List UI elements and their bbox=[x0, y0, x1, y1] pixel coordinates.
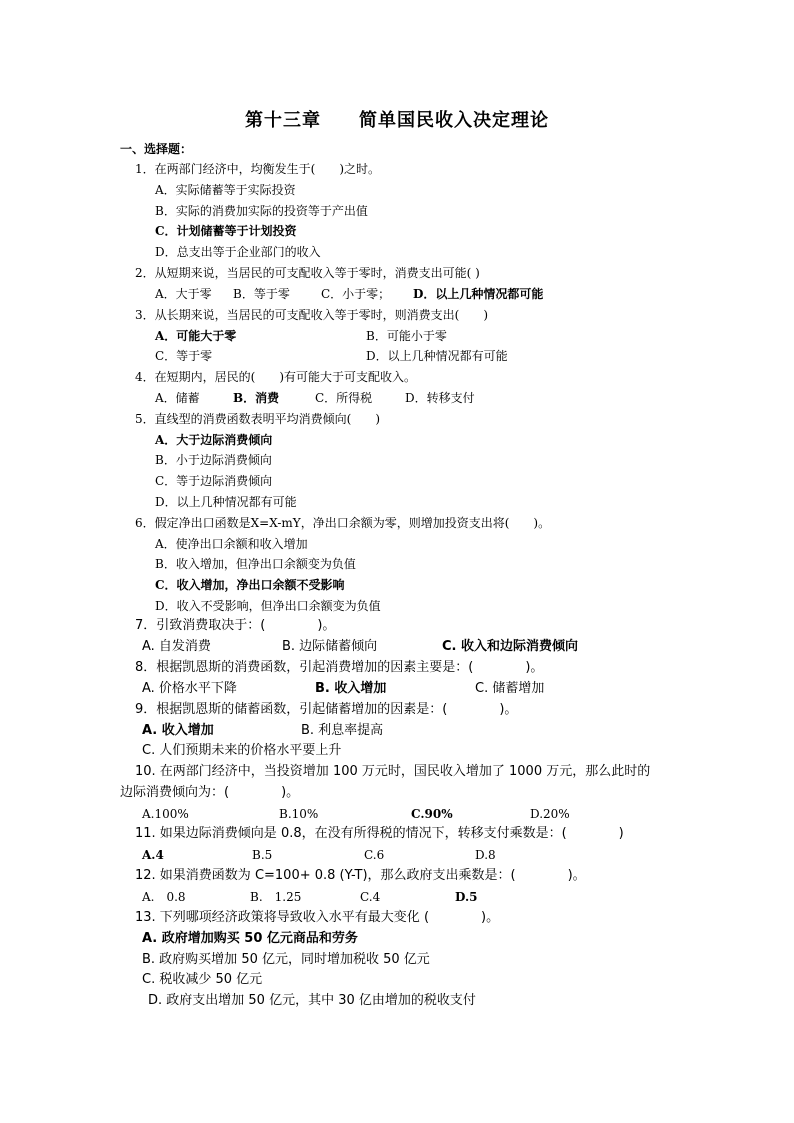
question-6-option-c: C．收入增加，净出口余额不受影响 bbox=[155, 578, 345, 592]
question-4-option-d: D．转移支付 bbox=[405, 391, 475, 405]
question-13-stem: 13. 下列哪项经济政策将导致收入水平有最大变化 ( )。 bbox=[135, 910, 500, 925]
question-7-options bbox=[142, 639, 578, 655]
question-10-option-d: D.20% bbox=[530, 807, 570, 821]
question-12-options bbox=[142, 889, 478, 905]
question-3-option-a: A．可能大于零 bbox=[155, 329, 237, 343]
question-12-option-d: D.5 bbox=[455, 890, 478, 904]
question-8-options bbox=[142, 681, 544, 697]
question-1-stem: 1．在两部门经济中，均衡发生于( )之时。 bbox=[135, 162, 380, 176]
question-12-option-c: C.4 bbox=[360, 890, 381, 904]
question-3-stem: 3．从长期来说，当居民的可支配收入等于零时，则消费支出( ) bbox=[135, 308, 489, 322]
question-11-option-c: C.6 bbox=[364, 848, 385, 862]
question-12-option-b: B. 1.25 bbox=[250, 890, 302, 904]
question-5-option-a: A．大于边际消费倾向 bbox=[155, 433, 273, 447]
question-5-option-d: D．以上几种情况都有可能 bbox=[155, 495, 297, 509]
question-1-option-b: B．实际的消费加实际的投资等于产出值 bbox=[155, 204, 368, 218]
question-13-option-b: B. 政府购买增加 50 亿元，同时增加税收 50 亿元 bbox=[142, 952, 430, 967]
question-7-option-b: B. 边际储蓄倾向 bbox=[282, 639, 378, 654]
question-3-option-d: D．以上几种情况都有可能 bbox=[366, 349, 508, 363]
question-13-option-d: D. 政府支出增加 50 亿元，其中 30 亿由增加的税收支付 bbox=[148, 993, 476, 1008]
question-5-option-c: C．等于边际消费倾向 bbox=[155, 474, 273, 488]
question-4-options bbox=[155, 390, 475, 406]
question-3-option-b: B．可能小于零 bbox=[366, 329, 447, 343]
question-4-option-b: B．消费 bbox=[233, 391, 280, 405]
question-8-option-b: B. 收入增加 bbox=[315, 681, 387, 696]
question-2-option-a: A．大于零 bbox=[155, 287, 212, 301]
question-9-options bbox=[142, 723, 383, 739]
question-10-stem-line-2: 边际消费倾向为：( )。 bbox=[120, 785, 300, 800]
question-11-option-d: D.8 bbox=[475, 848, 496, 862]
question-9-option-b: B. 利息率提高 bbox=[301, 723, 384, 738]
question-10-stem-line-1: 10. 在两部门经济中，当投资增加 100 万元时，国民收入增加了 1000 万元，那么此时的 bbox=[135, 764, 651, 779]
question-6-option-b: B．收入增加，但净出口余额变为负值 bbox=[155, 557, 356, 571]
question-9-option-a: A. 收入增加 bbox=[142, 723, 214, 738]
question-11-stem: 11. 如果边际消费倾向是 0.8，在没有所得税的情况下，转移支付乘数是：( ) bbox=[135, 826, 624, 841]
question-2-stem: 2．从短期来说，当居民的可支配收入等于零时，消费支出可能( ) bbox=[135, 266, 480, 280]
question-10-option-c: C.90% bbox=[411, 807, 453, 821]
question-7-stem: 7．引致消费取决于：( )。 bbox=[135, 618, 336, 633]
question-6-option-d: D．收入不受影响，但净出口余额变为负值 bbox=[155, 599, 381, 613]
question-10-options bbox=[142, 806, 570, 822]
question-4-option-c: C．所得税 bbox=[315, 391, 373, 405]
question-1-option-d: D．总支出等于企业部门的收入 bbox=[155, 245, 321, 259]
question-8-option-c: C. 储蓄增加 bbox=[475, 681, 545, 696]
question-10-option-b: B.10% bbox=[279, 807, 319, 821]
question-8-stem: 8．根据凯恩斯的消费函数，引起消费增加的因素主要是：( )。 bbox=[135, 660, 544, 675]
question-9-option-c: C. 人们预期未来的价格水平要上升 bbox=[142, 743, 342, 758]
question-7-option-c: C. 收入和边际消费倾向 bbox=[442, 639, 579, 654]
chapter-title bbox=[0, 106, 794, 132]
question-2-option-d: D．以上几种情况都可能 bbox=[413, 287, 544, 301]
question-3-option-c: C．等于零 bbox=[155, 349, 213, 363]
question-12-option-a: A. 0.8 bbox=[142, 890, 186, 904]
question-7-option-a: A. 自发消费 bbox=[142, 639, 211, 654]
question-11-option-a: A.4 bbox=[142, 848, 164, 862]
chapter-name: 简单国民收入决定理论 bbox=[359, 110, 549, 131]
question-11-options bbox=[142, 847, 496, 863]
question-13-option-c: C. 税收减少 50 亿元 bbox=[142, 972, 263, 987]
question-11-option-b: B.5 bbox=[252, 848, 273, 862]
question-5-option-b: B．小于边际消费倾向 bbox=[155, 453, 272, 467]
question-8-option-a: A. 价格水平下降 bbox=[142, 681, 237, 696]
question-6-stem: 6．假定净出口函数是X=X-mY，净出口余额为零，则增加投资支出将( )。 bbox=[135, 516, 551, 530]
question-2-option-b: B．等于零 bbox=[233, 287, 290, 301]
question-1-option-a: A．实际储蓄等于实际投资 bbox=[155, 183, 296, 197]
question-13-option-a: A. 政府增加购买 50 亿元商品和劳务 bbox=[142, 931, 358, 946]
question-6-option-a: A．使净出口余额和收入增加 bbox=[155, 537, 308, 551]
question-12-stem: 12. 如果消费函数为 C=100+ 0.8 (Y-T)，那么政府支出乘数是：( )。 bbox=[135, 868, 586, 883]
question-4-stem: 4．在短期内，居民的( )有可能大于可支配收入。 bbox=[135, 370, 417, 384]
chapter-number: 第十三章 bbox=[245, 110, 321, 131]
question-5-stem: 5．直线型的消费函数表明平均消费倾向( ) bbox=[135, 412, 380, 426]
question-2-option-c: C．小于零； bbox=[321, 287, 391, 301]
question-1-option-c: C．计划储蓄等于计划投资 bbox=[155, 224, 297, 238]
question-10-option-a: A.100% bbox=[142, 807, 189, 821]
question-9-stem: 9．根据凯恩斯的储蓄函数，引起储蓄增加的因素是：( )。 bbox=[135, 702, 518, 717]
question-2-options bbox=[155, 286, 543, 302]
section-heading: 一、选择题： bbox=[120, 142, 193, 156]
question-4-option-a: A．储蓄 bbox=[155, 391, 200, 405]
